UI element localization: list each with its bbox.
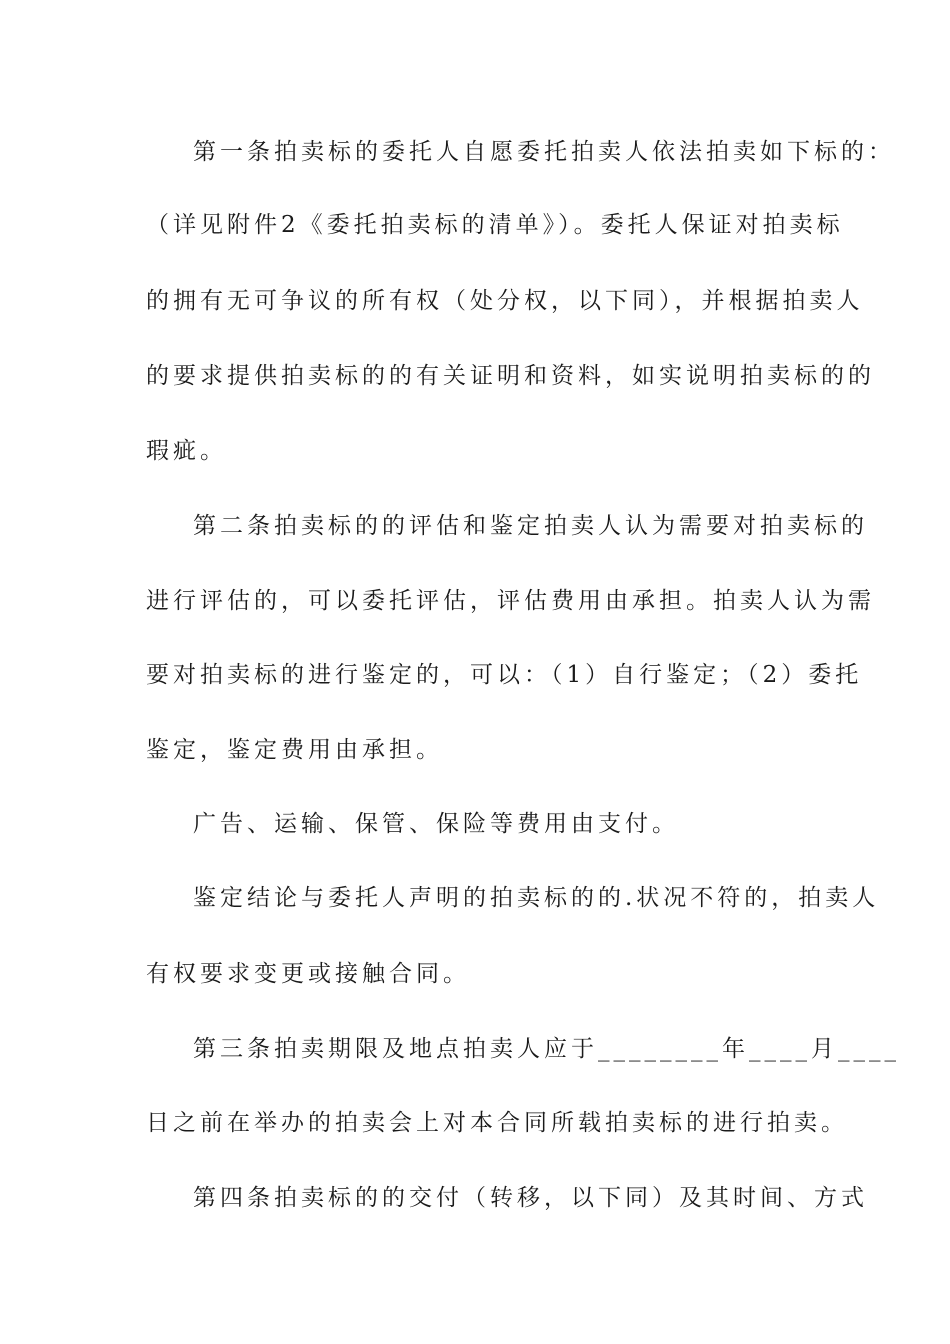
text-line: 的要求提供拍卖标的的有关证明和资料，如实说明拍卖标的的	[146, 363, 875, 389]
text-line: 要对拍卖标的进行鉴定的，可以：（1）自行鉴定；（2）委托	[146, 662, 863, 688]
text-line: 第四条拍卖标的的交付（转移，以下同）及其时间、方式	[193, 1185, 868, 1211]
text-line: 的拥有无可争议的所有权（处分权，以下同），并根据拍卖人	[146, 288, 864, 314]
text-line: 进行评估的，可以委托评估，评估费用由承担。拍卖人认为需	[146, 588, 875, 614]
text-line: 有权要求变更或接触合同。	[146, 961, 470, 987]
text-line: 鉴定，鉴定费用由承担。	[146, 737, 443, 763]
text-line: （详见附件2《委托拍卖标的清单》）。委托人保证对拍卖标	[146, 212, 844, 238]
text-line: 广告、运输、保管、保险等费用由支付。	[193, 811, 679, 837]
text-line: 第一条拍卖标的委托人自愿委托拍卖人依法拍卖如下标的：	[193, 139, 895, 165]
text-line: 瑕疵。	[146, 438, 227, 464]
text-line: 鉴定结论与委托人声明的拍卖标的的.状况不符的，拍卖人	[193, 885, 880, 911]
text-line: 第二条拍卖标的的评估和鉴定拍卖人认为需要对拍卖标的	[193, 513, 868, 539]
text-line: 日之前在举办的拍卖会上对本合同所载拍卖标的进行拍卖。	[146, 1110, 848, 1136]
text-line: 第三条拍卖期限及地点拍卖人应于________年____月____	[193, 1036, 900, 1062]
